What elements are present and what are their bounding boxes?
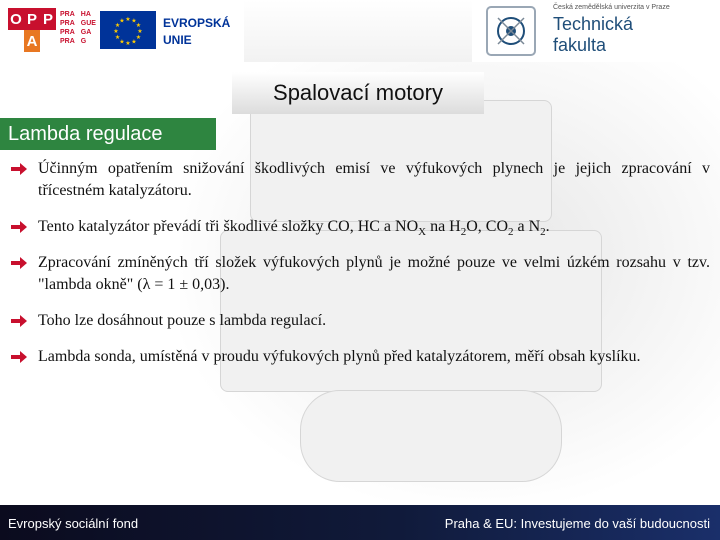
eu-star-icon: ★	[131, 18, 137, 25]
bullet-arrow-icon	[10, 256, 28, 270]
eu-star-icon: ★	[114, 23, 121, 29]
bullet-arrow-icon	[10, 220, 28, 234]
eu-star-icon: ★	[114, 35, 121, 41]
bullet-subscript: X	[418, 226, 427, 239]
eu-star-icon: ★	[131, 39, 137, 46]
bullet-text: Tento katalyzátor převádí tři škodlivé složky CO, HC a NO	[38, 218, 419, 235]
university-name: Česká zemědělská univerzita v Praze	[553, 4, 670, 11]
eu-star-icon: ★	[137, 29, 143, 35]
technical-faculty-logo-icon	[486, 6, 536, 56]
bullet-list	[10, 158, 710, 382]
praha-wordmark: PRA HA PRA GUE PRA GA PRA G	[60, 11, 96, 45]
opp-cell	[40, 30, 56, 52]
footer-right-text: Praha & EU: Investujeme do vaší budoucnosti	[444, 516, 710, 531]
bullet-item	[10, 216, 710, 238]
eu-star-icon: ★	[125, 41, 131, 47]
eu-star-icon: ★	[119, 39, 125, 46]
bullet-text: Zpracování zmíněných tří složek výfukových plynů je možné pouze ve velmi úzkém rozsahu v tzv. "lambda okně" (λ = 1 ± 0,03).	[38, 254, 710, 293]
bullet-text: Lambda sonda, umístěná v proudu výfukových plynů před katalyzátorem, měří obsah kyslíku.	[38, 348, 641, 365]
header-center-band	[244, 0, 472, 62]
bullet-item	[10, 310, 710, 332]
opp-cell: O	[8, 8, 24, 30]
eu-star-icon: ★	[119, 18, 125, 25]
eu-flag-icon	[100, 11, 156, 49]
faculty-wordmark: Technická fakulta	[553, 14, 634, 55]
opp-cell	[8, 30, 24, 52]
opp-logo	[8, 8, 56, 52]
bullet-arrow-icon	[10, 162, 28, 176]
eu-star-icon: ★	[113, 29, 119, 35]
opp-cell: A	[24, 30, 40, 52]
footer-bar	[0, 505, 720, 540]
bullet-text: na H	[426, 218, 461, 235]
slide-subtitle: Lambda regulace	[0, 118, 216, 150]
opp-cell: P	[24, 8, 40, 30]
eu-star-icon: ★	[135, 35, 142, 41]
footer-left-text: Evropský sociální fond	[8, 516, 139, 531]
bullet-item	[10, 252, 710, 296]
bullet-text: Toho lze dosáhnout pouze s lambda regulací.	[38, 312, 327, 329]
engine-block-bottom	[300, 390, 562, 482]
bullet-arrow-icon	[10, 350, 28, 364]
slide-title: Spalovací motory	[232, 72, 484, 114]
bullet-item	[10, 346, 710, 368]
bullet-item	[10, 158, 710, 202]
bullet-arrow-icon	[10, 314, 28, 328]
eu-wordmark: EVROPSKÁ UNIE	[163, 16, 231, 47]
bullet-subscript: 2	[540, 226, 546, 239]
bullet-text: Účinným opatřením snižování škodlivých emisí ve výfukových plynech je jejich zpracování v třícestném katalyzátoru.	[38, 160, 710, 199]
bullet-text: a N	[513, 218, 541, 235]
bullet-subscript: 2	[508, 226, 514, 239]
bullet-text: O, CO	[466, 218, 509, 235]
eu-star-icon: ★	[135, 23, 142, 29]
bullet-text: .	[545, 218, 550, 235]
eu-star-icon: ★	[125, 17, 131, 23]
bullet-subscript: 2	[460, 226, 467, 239]
opp-cell: P	[40, 8, 56, 30]
header-logos-left	[0, 0, 244, 62]
